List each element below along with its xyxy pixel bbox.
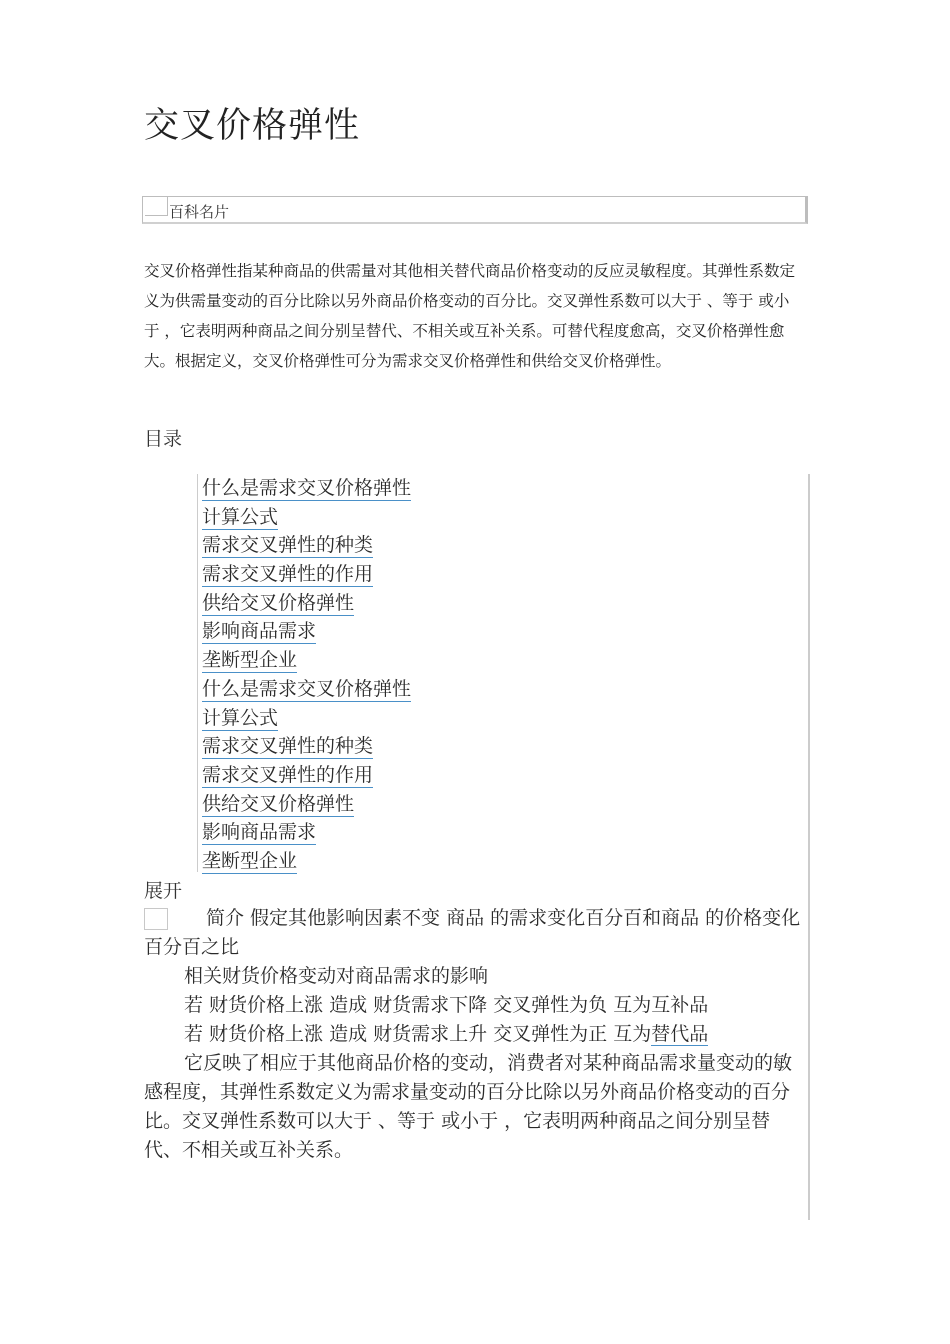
encyclopedia-card xyxy=(142,196,808,224)
toc-item xyxy=(202,589,411,618)
toc-left-border xyxy=(197,474,198,872)
body-text-span: 若 财货价格上涨 造成 财货需求上升 交叉弹性为正 互为 xyxy=(184,1023,652,1045)
toc-link[interactable]: 需求交叉弹性的种类 xyxy=(202,735,374,758)
toc-link[interactable]: 计算公式 xyxy=(202,505,279,528)
toc-link[interactable]: 垄断型企业 xyxy=(202,649,298,672)
toc-link[interactable]: 影响商品需求 xyxy=(202,821,317,844)
toc-link[interactable]: 什么是需求交叉价格弹性 xyxy=(202,477,412,499)
toc-item xyxy=(202,503,411,532)
toc-item xyxy=(202,474,411,503)
toc-link[interactable]: 影响商品需求 xyxy=(202,620,317,643)
toc-link[interactable]: 需求交叉弹性的作用 xyxy=(202,563,374,586)
card-image-placeholder-icon xyxy=(145,197,168,216)
toc-item xyxy=(202,704,411,733)
toc-item xyxy=(202,531,411,560)
toc-item xyxy=(202,675,411,704)
toc-link[interactable]: 计算公式 xyxy=(202,706,279,729)
body-paragraph: 相关财货价格变动对商品需求的影响 xyxy=(184,965,489,987)
toc-link[interactable]: 需求交叉弹性的种类 xyxy=(202,534,374,557)
toc-link[interactable]: 需求交叉弹性的作用 xyxy=(202,763,374,786)
toc-item xyxy=(202,818,411,847)
toc-item xyxy=(202,847,411,876)
body-paragraph: 它反映了相应于其他商品价格的变动，消费者对某种商品需求量变动的敏感程度，其弹性系数定义为需求量变动的百分比除以另外商品价格变动的百分比。交叉弹性系数可以大于 、等于 或小于 ，它表明两种商品之间分别呈替代、不相关或互补关系。 xyxy=(144,1052,793,1161)
page-title: 交叉价格弹性 xyxy=(144,106,361,146)
body-paragraph xyxy=(144,1020,804,1049)
toc-item xyxy=(202,560,411,589)
toc-link[interactable]: 垄断型企业 xyxy=(202,849,298,872)
toc-item xyxy=(202,646,411,675)
card-label: 百科名片 xyxy=(169,203,230,221)
toc-item xyxy=(202,790,411,819)
expand-toggle[interactable]: 展开 xyxy=(144,880,183,902)
toc-item xyxy=(202,617,411,646)
toc-link[interactable]: 什么是需求交叉价格弹性 xyxy=(202,677,412,700)
content-right-border xyxy=(808,474,810,1220)
intro-section: 简介 假定其他影响因素不变 商品 的需求变化百分百和商品 的价格变化百分百之比 xyxy=(144,907,801,958)
toc-link[interactable]: 供给交叉价格弹性 xyxy=(202,792,355,815)
toc-link[interactable]: 供给交叉价格弹性 xyxy=(202,591,355,614)
toc-list xyxy=(202,474,411,876)
toc-heading: 目录 xyxy=(144,428,183,450)
intro-paragraph: 交叉价格弹性指某种商品的供需量对其他相关替代商品价格变动的反应灵敏程度。其弹性系数定义为供需量变动的百分比除以另外商品价格变动的百分比。交叉弹性系数可以大于 、等于 或小于 ，它表明两种商品之间分别呈替代、不相关或互补关系。可替代程度愈高，交叉价格弹性愈大。根据定义，交叉价格弹性可分为需求交叉价格弹性和供给交叉价格弹性。 xyxy=(144,262,796,370)
substitute-goods-link[interactable]: 替代品 xyxy=(651,1023,709,1045)
article-body xyxy=(144,904,804,1165)
toc-item xyxy=(202,761,411,790)
toc-item xyxy=(202,732,411,761)
body-paragraph: 若 财货价格上涨 造成 财货需求下降 交叉弹性为负 互为互补品 xyxy=(184,994,709,1016)
